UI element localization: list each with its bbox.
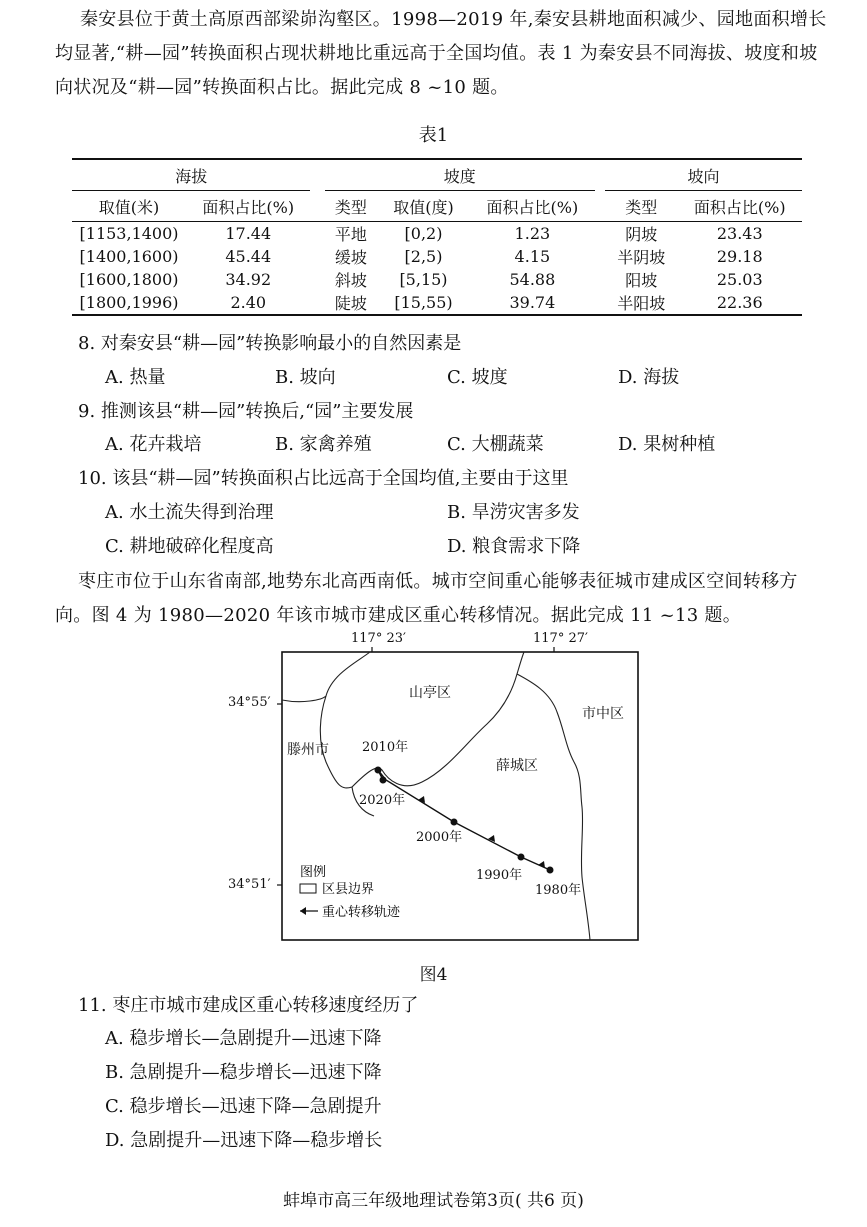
- intro1-line3: 向状况及“耕—园”转换面积占比。据此完成 8 ~10 题。: [55, 77, 509, 98]
- table-cell: 54.88: [509, 270, 556, 289]
- table-group-header-row: [72, 159, 802, 191]
- sub-header: 类型: [605, 191, 678, 222]
- table-cell: 23.43: [716, 224, 763, 243]
- question-9-option-c[interactable]: C. 大棚蔬菜: [447, 434, 544, 455]
- lon-label-2: 117° 27′: [533, 631, 588, 646]
- table-title: 表1: [418, 125, 449, 146]
- question-10-option-b[interactable]: B. 旱涝灾害多发: [447, 502, 580, 523]
- table-cell: [0,2): [404, 224, 443, 243]
- year-label: 2010年: [362, 740, 409, 755]
- centroid-point-2000: [451, 819, 458, 826]
- table-cell: 45.44: [225, 247, 272, 266]
- boundary-line: [517, 674, 590, 940]
- table-cell: 阴坡: [625, 225, 658, 244]
- sub-header: 类型: [325, 191, 377, 222]
- question-10-option-a[interactable]: A. 水土流失得到治理: [105, 502, 274, 523]
- table-row: [72, 268, 802, 291]
- question-11-option-b[interactable]: B. 急剧提升—稳步增长—迅速下降: [105, 1062, 382, 1083]
- legend-item-trajectory: 重心转移轨迹: [322, 905, 401, 920]
- year-label: 2000年: [416, 830, 463, 845]
- table-cell: 29.18: [716, 247, 763, 266]
- centroid-point-1980: [547, 867, 554, 874]
- question-8-option-c[interactable]: C. 坡度: [447, 367, 508, 388]
- table-cell: 缓坡: [334, 248, 367, 267]
- boundary-line: [282, 696, 326, 702]
- table-cell: 4.15: [514, 247, 551, 266]
- table-cell: 陡坡: [325, 291, 377, 315]
- table-cell: 半阳坡: [605, 291, 678, 315]
- legend-arrow-icon: [300, 907, 306, 915]
- group-header-altitude: 海拔: [72, 159, 310, 191]
- figure-caption: 图4: [419, 965, 448, 985]
- table-cell: 平地: [334, 225, 367, 244]
- table-cell: 25.03: [716, 270, 763, 289]
- sub-header: 面积占比(%): [678, 191, 802, 222]
- question-8-option-d[interactable]: D. 海拔: [618, 367, 680, 388]
- sub-header: 面积占比(%): [470, 191, 594, 222]
- question-9-stem: 9. 推测该县“耕—园”转换后,“园”主要发展: [78, 401, 414, 422]
- boundary-line: [320, 652, 370, 788]
- sub-header: 面积占比(%): [186, 191, 310, 222]
- lat-label-1: 34°55′: [228, 695, 271, 710]
- intro2-line1: 枣庄市位于山东省南部,地势东北高西南低。城市空间重心能够表征城市建成区空间转移方: [78, 571, 798, 592]
- table-cell: [5,15): [399, 270, 448, 289]
- legend-item-boundary: 区县边界: [322, 882, 375, 897]
- intro1-line1: 秦安县位于黄土高原西部梁峁沟壑区。1998—2019 年,秦安县耕地面积减少、园地面积增长: [80, 9, 827, 30]
- question-10-option-c[interactable]: C. 耕地破碎化程度高: [105, 536, 274, 557]
- lon-label-1: 117° 23′: [351, 631, 406, 646]
- data-table: [72, 158, 802, 316]
- table-cell: 34.92: [225, 270, 272, 289]
- lat-label-2: 34°51′: [228, 877, 271, 892]
- question-9-option-a[interactable]: A. 花卉栽培: [105, 434, 202, 455]
- table-cell: 39.74: [470, 291, 594, 315]
- table-cell: [15,55): [377, 291, 470, 315]
- year-label: 1990年: [476, 868, 523, 883]
- district-label: 薛城区: [496, 758, 538, 774]
- table-cell: 阳坡: [625, 271, 658, 290]
- table-cell: 22.36: [678, 291, 802, 315]
- page-footer: 蚌埠市高三年级地理试卷第3页( 共6 页): [283, 1191, 584, 1211]
- legend-boundary-icon: [300, 884, 316, 893]
- district-label: 市中区: [582, 706, 624, 722]
- group-header-aspect: 坡向: [605, 159, 802, 191]
- district-label: 山亭区: [409, 685, 451, 701]
- question-8-option-a[interactable]: A. 热量: [105, 367, 166, 388]
- question-11-stem: 11. 枣庄市城市建成区重心转移速度经历了: [78, 995, 419, 1016]
- table-cell: [1600,1800): [79, 270, 179, 289]
- table-cell: 17.44: [225, 224, 272, 243]
- district-label: 滕州市: [287, 742, 329, 758]
- question-11-option-c[interactable]: C. 稳步增长—迅速下降—急剧提升: [105, 1096, 382, 1117]
- legend-title: 图例: [300, 865, 327, 880]
- table-cell: [1800,1996): [72, 291, 186, 315]
- table-row: [72, 291, 802, 315]
- table-cell: [1153,1400): [79, 224, 179, 243]
- table-cell: [1400,1600): [79, 247, 179, 266]
- group-header-slope: 坡度: [325, 159, 595, 191]
- centroid-point-1990: [518, 854, 525, 861]
- question-9-option-d[interactable]: D. 果树种植: [618, 434, 716, 455]
- table-cell: 斜坡: [334, 271, 367, 290]
- table-cell: 半阴坡: [617, 248, 666, 267]
- question-9-option-b[interactable]: B. 家禽养殖: [275, 434, 372, 455]
- question-10-option-d[interactable]: D. 粮食需求下降: [447, 536, 581, 557]
- question-11-option-a[interactable]: A. 稳步增长—急剧提升—迅速下降: [105, 1028, 382, 1049]
- question-10-stem: 10. 该县“耕—园”转换面积占比远高于全国均值,主要由于这里: [78, 468, 569, 489]
- intro1-line2: 均显著,“耕—园”转换面积占现状耕地比重远高于全国均值。表 1 为秦安县不同海拔、坡度和坡: [55, 43, 818, 64]
- year-label: 2020年: [359, 793, 406, 808]
- centroid-map: [282, 652, 642, 942]
- table-sub-header-row: [72, 191, 802, 222]
- intro2-line2: 向。图 4 为 1980—2020 年该市城市建成区重心转移情况。据此完成 11 ~13 题。: [55, 605, 742, 626]
- year-label: 1980年: [535, 883, 582, 898]
- table-row: [72, 245, 802, 268]
- sub-header: 取值(米): [72, 191, 186, 222]
- table-cell: [2,5): [404, 247, 443, 266]
- table-cell: 2.40: [186, 291, 310, 315]
- question-8-stem: 8. 对秦安县“耕—园”转换影响最小的自然因素是: [78, 333, 462, 354]
- centroid-point-2020: [380, 777, 387, 784]
- centroid-point-2010: [375, 767, 382, 774]
- question-8-option-b[interactable]: B. 坡向: [275, 367, 336, 388]
- sub-header: 取值(度): [377, 191, 470, 222]
- table-cell: 1.23: [514, 224, 551, 243]
- question-11-option-d[interactable]: D. 急剧提升—迅速下降—稳步增长: [105, 1130, 383, 1151]
- table-row: [72, 222, 802, 246]
